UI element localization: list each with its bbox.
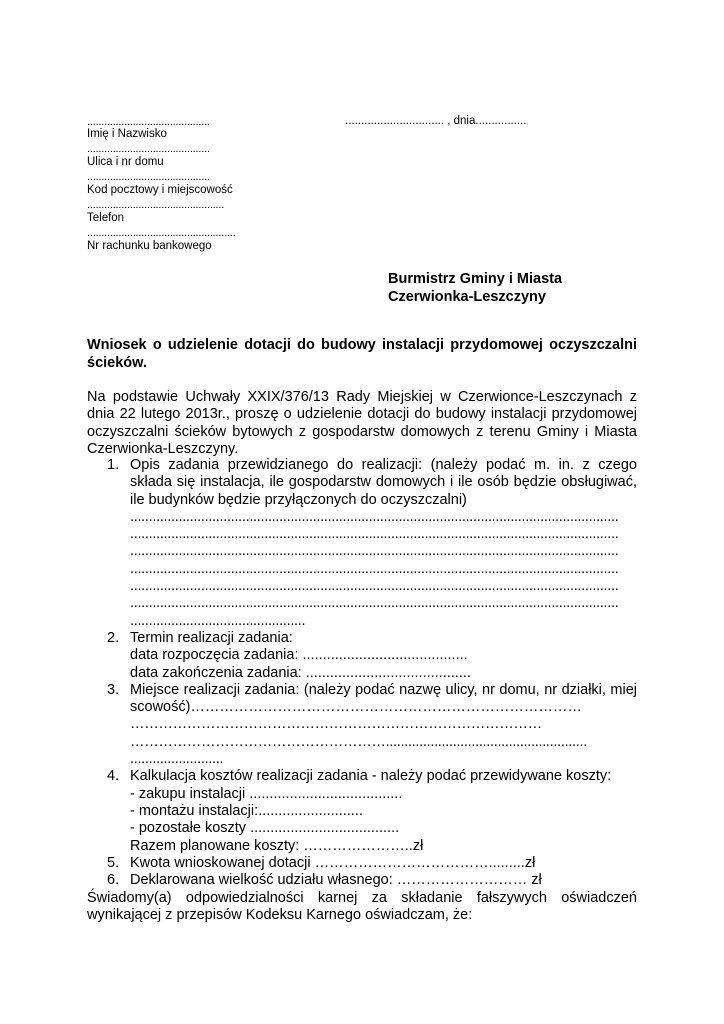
item-number: 3. xyxy=(107,681,120,698)
item-text: Kalkulacja kosztów realizacji zadania - należy podać przewidywane koszty: xyxy=(130,768,612,785)
item-text: Termin realizacji zadania: xyxy=(130,629,293,646)
blank-line: ................................................................................................................................... xyxy=(130,578,619,595)
addressee-line2: Czerwionka-Leszczyny xyxy=(388,289,546,305)
place-date: ............................... , dnia................ xyxy=(345,115,527,127)
grant-amount-field: Kwota wnioskowanej dotacji ……………………………….........zł xyxy=(130,854,536,871)
other-cost-field: - pozostałe koszty ..................................... xyxy=(130,820,400,837)
list-item-4 xyxy=(87,768,637,854)
blank-line: …………………………………………………………………………… xyxy=(130,716,542,733)
list-item-6 xyxy=(87,872,637,889)
numbered-list xyxy=(87,457,637,889)
account-dots: .................................................... xyxy=(87,227,236,239)
list-item-3 xyxy=(87,682,637,768)
addressee-line1: Burmistrz Gminy i Miasta xyxy=(388,271,563,287)
item-number: 2. xyxy=(107,629,120,646)
name-dots: ........................................... xyxy=(87,116,210,128)
item-text: Miejsce realizacji zadania: (należy podać nazwę ulicy, nr domu, nr działki, miejscowość)……………………………………………………………………… xyxy=(130,681,637,716)
end-date-field: data zakończenia zadania: ......................................... xyxy=(130,664,471,681)
blank-line: ................................................................................................................................... xyxy=(130,543,619,560)
street-dots: ........................................... xyxy=(87,143,210,155)
own-share-field: Deklarowana wielkość udziału własnego: ……………………… zł xyxy=(130,872,542,889)
street-label: Ulica i nr domu xyxy=(87,156,164,168)
blank-line-short: ............................................... xyxy=(130,612,306,629)
account-label: Nr rachunku bankowego xyxy=(87,240,212,252)
blank-line: ................................................................................................................................... xyxy=(130,595,619,612)
list-item-2 xyxy=(87,630,637,682)
list-item-5 xyxy=(87,855,637,872)
blank-line: ………………………………………………...................................................... xyxy=(130,733,587,750)
purchase-cost-field: - zakupu instalacji ...................................... xyxy=(130,785,403,802)
document-title: Wniosek o udzielenie dotacji do budowy instalacji przydomowej oczyszczalni ścieków. xyxy=(87,337,637,371)
addressee xyxy=(388,270,562,306)
blank-line-short: ......................... xyxy=(130,751,224,768)
intro-paragraph: Na podstawie Uchwały XXIX/376/13 Rady Miejskiej w Czerwionce-Leszczynach z dnia 22 lutego 2013r., proszę o udzielenie dotacji do budowy instalacji przydomowej oczyszczalni ścieków bytowych z gospodarstw domowych z terenu Gminy i Miasta Czerwionka-Leszczyny. xyxy=(87,389,637,457)
list-item-1 xyxy=(87,457,637,630)
start-date-field: data rozpoczęcia zadania: ......................................... xyxy=(130,647,468,664)
blank-line: ................................................................................................................................... xyxy=(130,508,619,525)
declaration-paragraph: Świadomy(a) odpowiedzialności karnej za składanie fałszywych oświadczeń wynikającej z przepisów Kodeksu Karnego oświadczam, że: xyxy=(87,890,637,924)
phone-label: Telefon xyxy=(87,212,125,224)
item-number: 4. xyxy=(107,768,120,785)
phone-dots: ................................................ xyxy=(87,199,225,211)
item-number: 5. xyxy=(107,854,120,871)
blank-line: ................................................................................................................................... xyxy=(130,526,619,543)
name-label: Imię i Nazwisko xyxy=(87,128,167,140)
item-number: 6. xyxy=(107,872,120,889)
item-text: Opis zadania przewidzianego do realizacji: (należy podać m. in. z czego składa się instalacja, ile gospodarstw domowych i ile osób będzie obsługiwać, ile budynków będzie przyłączonych do oczyszczalni) xyxy=(130,457,637,508)
postal-label: Kod pocztowy i miejscowość xyxy=(87,184,233,196)
blank-line: ................................................................................................................................... xyxy=(130,560,619,577)
item-number: 1. xyxy=(107,457,120,473)
total-cost-field: Razem planowane koszty: …………………..zł xyxy=(130,837,424,854)
assembly-cost-field: - montażu instalacji:.......................... xyxy=(130,802,363,819)
postal-dots: ........................................... xyxy=(87,171,210,183)
